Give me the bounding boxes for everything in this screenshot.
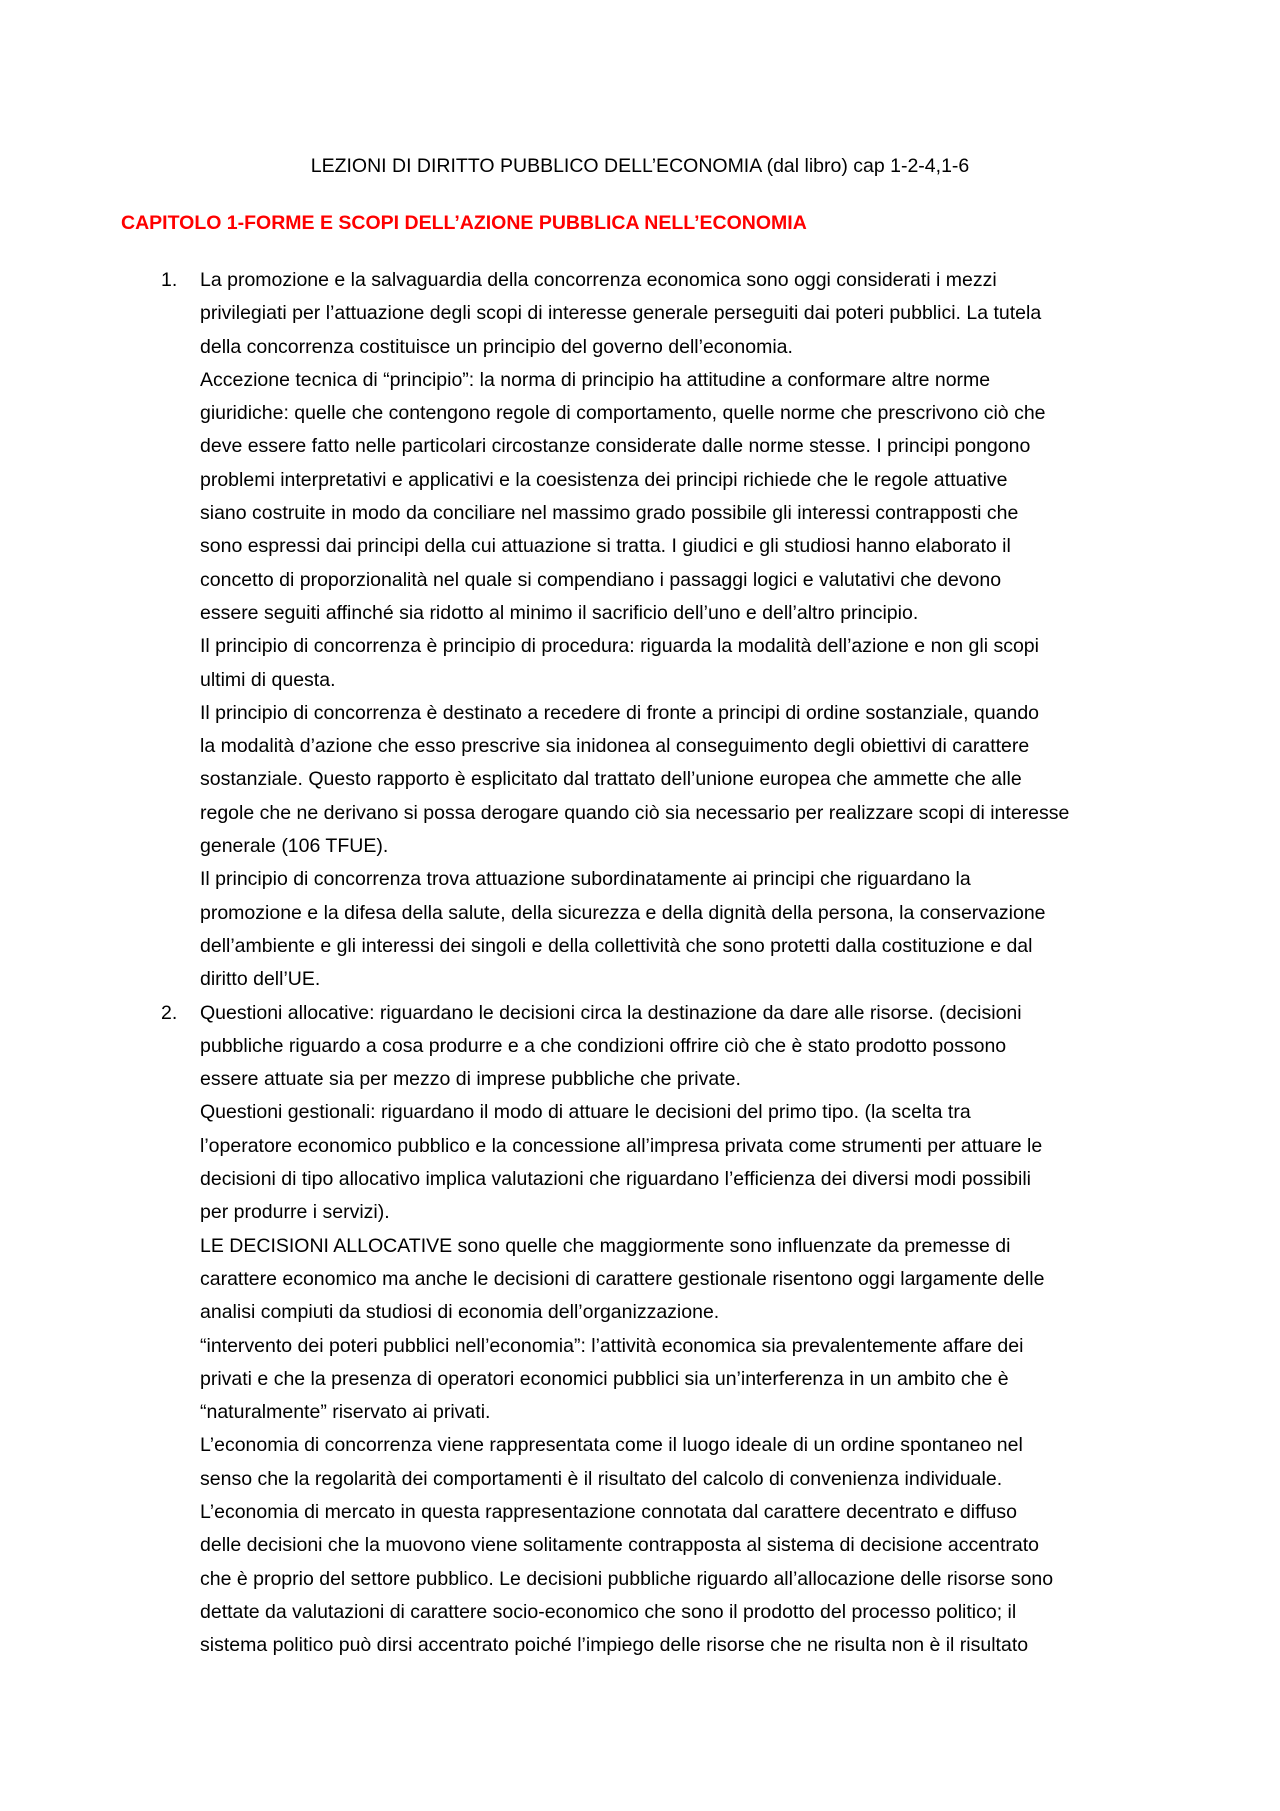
paragraph-line: regole che ne derivano si possa derogare quando ciò sia necessario per realizzare scopi di interesse — [200, 801, 1070, 824]
paragraph-line: concetto di proporzionalità nel quale si compendiano i passaggi logici e valutativi che devono — [200, 568, 1002, 591]
paragraph-line: decisioni di tipo allocativo implica valutazioni che riguardano l’efficienza dei diversi modi possibili — [200, 1168, 1031, 1191]
paragraph-line: senso che la regolarità dei comportamenti è il risultato del calcolo di convenienza individuale. — [200, 1467, 1003, 1490]
paragraph-line: Il principio di concorrenza è principio di procedura: riguarda la modalità dell’azione e non gli scopi — [200, 635, 1039, 658]
list-item — [0, 997, 1280, 1663]
paragraph-line: siano costruite in modo da conciliare nel massimo grado possibile gli interessi contrapposti che — [200, 502, 1019, 525]
chapter-heading: CAPITOLO 1-FORME E SCOPI DELL’AZIONE PUBBLICA NELL’ECONOMIA — [121, 212, 807, 234]
paragraph-line: privilegiati per l’attuazione degli scopi di interesse generale perseguiti dai poteri pubblici. La tutela — [200, 302, 1042, 325]
numbered-list — [0, 264, 1280, 1662]
paragraph-line: Accezione tecnica di “principio”: la norma di principio ha attitudine a conformare altre norme — [200, 368, 991, 391]
paragraph-line: pubbliche riguardo a cosa produrre e a che condizioni offrire ciò che è stato prodotto possono — [200, 1034, 1007, 1057]
paragraph-line: delle decisioni che la muovono viene solitamente contrapposta al sistema di decisione accentrato — [200, 1534, 1039, 1557]
paragraph-line: “intervento dei poteri pubblici nell’economia”: l’attività economica sia prevalentemente affare dei — [200, 1334, 1024, 1357]
paragraph-line: Questioni allocative: riguardano le decisioni circa la destinazione da dare alle risorse. (decisioni — [200, 1001, 1022, 1024]
paragraph-line: essere attuate sia per mezzo di imprese pubbliche che private. — [200, 1068, 741, 1091]
paragraph-line: problemi interpretativi e applicativi e la coesistenza dei principi richiede che le regole attuative — [200, 468, 1008, 491]
paragraph-line: della concorrenza costituisce un principio del governo dell’economia. — [200, 335, 793, 358]
paragraph-line: l’operatore economico pubblico e la concessione all’impresa privata come strumenti per attuare le — [200, 1134, 1043, 1157]
paragraph-line: La promozione e la salvaguardia della concorrenza economica sono oggi considerati i mezzi — [200, 269, 997, 291]
paragraph-line: dell’ambiente e gli interessi dei singoli e della collettività che sono protetti dalla costituzione e dal — [200, 934, 1033, 957]
paragraph-line: sostanziale. Questo rapporto è esplicitato dal trattato dell’unione europea che ammette che alle — [200, 768, 1022, 791]
list-item-number: 1. — [161, 269, 178, 291]
list-item-number: 2. — [161, 1001, 178, 1024]
paragraph-line: Il principio di concorrenza è destinato a recedere di fronte a principi di ordine sostanziale, quando — [200, 701, 1040, 724]
list-item — [0, 264, 1280, 997]
paragraph-line: per produrre i servizi). — [200, 1201, 390, 1224]
paragraph-line: “naturalmente” riservato ai privati. — [200, 1401, 491, 1424]
paragraph-line: sono espressi dai principi della cui attuazione si tratta. I giudici e gli studiosi hanno elaborato il — [200, 535, 1011, 558]
paragraph-line: la modalità d’azione che esso prescrive sia inidonea al conseguimento degli obiettivi di carattere — [200, 735, 1030, 758]
paragraph-line: promozione e la difesa della salute, della sicurezza e della dignità della persona, la conservazione — [200, 901, 1046, 924]
paragraph-line: sistema politico può dirsi accentrato poiché l’impiego delle risorse che ne risulta non è il risultato — [200, 1634, 1029, 1657]
paragraph-line: giuridiche: quelle che contengono regole di comportamento, quelle norme che prescrivono ciò che — [200, 402, 1046, 425]
paragraph-line: privati e che la presenza di operatori economici pubblici sia un’interferenza in un ambito che è — [200, 1367, 1009, 1390]
paragraph-line: dettate da valutazioni di carattere socio-economico che sono il prodotto del processo politico; il — [200, 1600, 1017, 1623]
paragraph-line: generale (106 TFUE). — [200, 835, 389, 858]
paragraph-line: ultimi di questa. — [200, 668, 336, 691]
paragraph-line: che è proprio del settore pubblico. Le decisioni pubbliche riguardo all’allocazione delle risorse sono — [200, 1567, 1054, 1590]
paragraph-line: deve essere fatto nelle particolari circostanze considerate dalle norme stesse. I principi pongono — [200, 435, 1031, 458]
paragraph-line: essere seguiti affinché sia ridotto al minimo il sacrificio dell’uno e dell’altro principio. — [200, 601, 919, 624]
document-title: LEZIONI DI DIRITTO PUBBLICO DELL’ECONOMIA (dal libro) cap 1-2-4,1-6 — [310, 155, 970, 177]
paragraph-line: carattere economico ma anche le decisioni di carattere gestionale risentono oggi largamente delle — [200, 1267, 1045, 1290]
paragraph-line: diritto dell’UE. — [200, 968, 321, 991]
paragraph-line: L’economia di mercato in questa rappresentazione connotata dal carattere decentrato e diffuso — [200, 1500, 1018, 1523]
paragraph-line: LE DECISIONI ALLOCATIVE sono quelle che maggiormente sono influenzate da premesse di — [200, 1234, 1011, 1257]
paragraph-line: Il principio di concorrenza trova attuazione subordinatamente ai principi che riguardano la — [200, 868, 971, 891]
paragraph-line: analisi compiuti da studiosi di economia dell’organizzazione. — [200, 1301, 720, 1324]
paragraph-line: L’economia di concorrenza viene rappresentata come il luogo ideale di un ordine spontaneo nel — [200, 1434, 1023, 1457]
paragraph-line: Questioni gestionali: riguardano il modo di attuare le decisioni del primo tipo. (la scelta tra — [200, 1101, 971, 1124]
